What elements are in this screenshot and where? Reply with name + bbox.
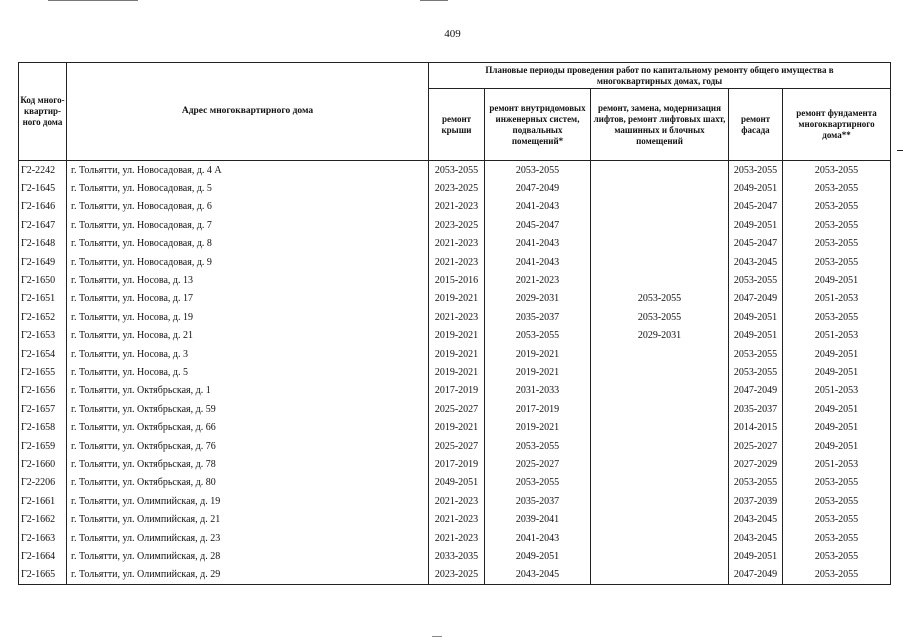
table-row — [19, 437, 891, 455]
header-address: Адрес многоквартирного дома — [67, 63, 429, 161]
cell-engineering: 2021-2023 — [485, 271, 591, 289]
cell-elevators — [591, 198, 729, 216]
table-row — [19, 308, 891, 326]
cell-facade: 2045-2047 — [729, 198, 783, 216]
cell-engineering: 2047-2049 — [485, 179, 591, 197]
header-periods-group: Плановые периоды проведения работ по капитальному ремонту общего имущества в многоквартирных домах, годы — [429, 63, 891, 89]
cell-engineering: 2053-2055 — [485, 474, 591, 492]
cell-elevators — [591, 474, 729, 492]
cell-roof: 2023-2025 — [429, 566, 485, 585]
cell-elevators — [591, 216, 729, 234]
cell-elevators: 2053-2055 — [591, 308, 729, 326]
table-row — [19, 455, 891, 473]
cell-foundation: 2053-2055 — [783, 216, 891, 234]
cell-elevators: 2053-2055 — [591, 290, 729, 308]
cell-foundation: 2053-2055 — [783, 308, 891, 326]
cell-facade: 2047-2049 — [729, 290, 783, 308]
cell-address: г. Тольятти, ул. Носова, д. 13 — [67, 271, 429, 289]
table-row — [19, 235, 891, 253]
cell-facade: 2053-2055 — [729, 161, 783, 180]
cell-engineering: 2035-2037 — [485, 492, 591, 510]
cell-engineering: 2041-2043 — [485, 253, 591, 271]
cell-foundation: 2051-2053 — [783, 455, 891, 473]
cell-elevators — [591, 161, 729, 180]
cell-code: Г2-1651 — [19, 290, 67, 308]
cell-code: Г2-1646 — [19, 198, 67, 216]
cell-address: г. Тольятти, ул. Новосадовая, д. 7 — [67, 216, 429, 234]
cell-address: г. Тольятти, ул. Носова, д. 3 — [67, 345, 429, 363]
cell-facade: 2014-2015 — [729, 418, 783, 436]
cell-elevators — [591, 179, 729, 197]
cell-facade: 2043-2045 — [729, 510, 783, 528]
table-row — [19, 198, 891, 216]
cell-facade: 2053-2055 — [729, 271, 783, 289]
cell-facade: 2053-2055 — [729, 363, 783, 381]
table-body — [19, 161, 891, 585]
cell-address: г. Тольятти, ул. Октябрьская, д. 66 — [67, 418, 429, 436]
cell-address: г. Тольятти, ул. Новосадовая, д. 5 — [67, 179, 429, 197]
cell-engineering: 2053-2055 — [485, 161, 591, 180]
cell-code: Г2-1662 — [19, 510, 67, 528]
table-row — [19, 382, 891, 400]
cell-engineering: 2039-2041 — [485, 510, 591, 528]
cell-code: Г2-1665 — [19, 566, 67, 585]
table-row — [19, 529, 891, 547]
cell-address: г. Тольятти, ул. Олимпийская, д. 19 — [67, 492, 429, 510]
cell-code: Г2-1649 — [19, 253, 67, 271]
table-row — [19, 271, 891, 289]
cell-address: г. Тольятти, ул. Новосадовая, д. 4 А — [67, 161, 429, 180]
cell-code: Г2-1655 — [19, 363, 67, 381]
cell-facade: 2053-2055 — [729, 345, 783, 363]
cell-address: г. Тольятти, ул. Носова, д. 19 — [67, 308, 429, 326]
cell-roof: 2021-2023 — [429, 529, 485, 547]
cell-roof: 2021-2023 — [429, 253, 485, 271]
table-row — [19, 418, 891, 436]
margin-dash — [897, 150, 903, 151]
header-roof: ремонт крыши — [429, 89, 485, 161]
cell-engineering: 2043-2045 — [485, 566, 591, 585]
cell-elevators — [591, 455, 729, 473]
cell-address: г. Тольятти, ул. Носова, д. 5 — [67, 363, 429, 381]
cell-code: Г2-1658 — [19, 418, 67, 436]
cell-address: г. Тольятти, ул. Октябрьская, д. 1 — [67, 382, 429, 400]
cell-roof: 2053-2055 — [429, 161, 485, 180]
cell-facade: 2025-2027 — [729, 437, 783, 455]
cell-roof: 2019-2021 — [429, 363, 485, 381]
cell-address: г. Тольятти, ул. Октябрьская, д. 59 — [67, 400, 429, 418]
cell-foundation: 2053-2055 — [783, 235, 891, 253]
table-row — [19, 400, 891, 418]
cell-facade: 2045-2047 — [729, 235, 783, 253]
cell-elevators — [591, 547, 729, 565]
table-row — [19, 216, 891, 234]
cell-roof: 2033-2035 — [429, 547, 485, 565]
cell-code: Г2-1652 — [19, 308, 67, 326]
cell-roof: 2025-2027 — [429, 437, 485, 455]
cell-engineering: 2053-2055 — [485, 437, 591, 455]
table-row — [19, 492, 891, 510]
cell-foundation: 2053-2055 — [783, 179, 891, 197]
cell-roof: 2021-2023 — [429, 308, 485, 326]
cell-roof: 2017-2019 — [429, 455, 485, 473]
cell-engineering: 2035-2037 — [485, 308, 591, 326]
cell-foundation: 2049-2051 — [783, 400, 891, 418]
header-elevators: ремонт, замена, модернизация лифтов, ремонт лифтовых шахт, машинных и блочных помещений — [591, 89, 729, 161]
cell-roof: 2021-2023 — [429, 510, 485, 528]
cell-foundation: 2053-2055 — [783, 474, 891, 492]
cell-facade: 2027-2029 — [729, 455, 783, 473]
cell-roof: 2025-2027 — [429, 400, 485, 418]
cell-roof: 2021-2023 — [429, 235, 485, 253]
cell-foundation: 2053-2055 — [783, 161, 891, 180]
cell-foundation: 2049-2051 — [783, 345, 891, 363]
cell-roof: 2019-2021 — [429, 418, 485, 436]
cell-facade: 2049-2051 — [729, 327, 783, 345]
cell-elevators — [591, 235, 729, 253]
table-row — [19, 179, 891, 197]
cell-address: г. Тольятти, ул. Олимпийская, д. 23 — [67, 529, 429, 547]
table-row — [19, 363, 891, 381]
cell-engineering: 2025-2027 — [485, 455, 591, 473]
cell-engineering: 2053-2055 — [485, 327, 591, 345]
cell-elevators — [591, 510, 729, 528]
cell-address: г. Тольятти, ул. Олимпийская, д. 28 — [67, 547, 429, 565]
cell-facade: 2043-2045 — [729, 253, 783, 271]
table-row — [19, 566, 891, 585]
cell-facade: 2035-2037 — [729, 400, 783, 418]
table-row — [19, 474, 891, 492]
cell-address: г. Тольятти, ул. Новосадовая, д. 8 — [67, 235, 429, 253]
cell-foundation: 2053-2055 — [783, 547, 891, 565]
cell-foundation: 2053-2055 — [783, 198, 891, 216]
cell-engineering: 2041-2043 — [485, 529, 591, 547]
cell-code: Г2-1656 — [19, 382, 67, 400]
top-scan-line-right — [420, 0, 448, 1]
table-row — [19, 510, 891, 528]
header-code: Код много-квартир-ного дома — [19, 63, 67, 161]
cell-foundation: 2049-2051 — [783, 437, 891, 455]
bottom-scan-mark — [432, 636, 442, 637]
cell-engineering: 2041-2043 — [485, 235, 591, 253]
cell-foundation: 2049-2051 — [783, 271, 891, 289]
cell-roof: 2019-2021 — [429, 290, 485, 308]
cell-engineering: 2019-2021 — [485, 363, 591, 381]
cell-address: г. Тольятти, ул. Олимпийская, д. 21 — [67, 510, 429, 528]
cell-foundation: 2051-2053 — [783, 290, 891, 308]
cell-elevators — [591, 382, 729, 400]
cell-code: Г2-1650 — [19, 271, 67, 289]
cell-address: г. Тольятти, ул. Новосадовая, д. 9 — [67, 253, 429, 271]
page-number: 409 — [444, 28, 461, 40]
cell-engineering: 2017-2019 — [485, 400, 591, 418]
cell-roof: 2023-2025 — [429, 179, 485, 197]
cell-facade: 2049-2051 — [729, 216, 783, 234]
cell-code: Г2-1647 — [19, 216, 67, 234]
cell-elevators: 2029-2031 — [591, 327, 729, 345]
table-row — [19, 290, 891, 308]
cell-address: г. Тольятти, ул. Носова, д. 17 — [67, 290, 429, 308]
cell-code: Г2-1653 — [19, 327, 67, 345]
cell-roof: 2049-2051 — [429, 474, 485, 492]
table-row — [19, 547, 891, 565]
cell-facade: 2047-2049 — [729, 566, 783, 585]
header-engineering: ремонт внутридомовых инженерных систем, подвальных помещений* — [485, 89, 591, 161]
cell-roof: 2017-2019 — [429, 382, 485, 400]
cell-code: Г2-1659 — [19, 437, 67, 455]
table-row — [19, 253, 891, 271]
cell-roof: 2019-2021 — [429, 345, 485, 363]
cell-code: Г2-2206 — [19, 474, 67, 492]
cell-foundation: 2051-2053 — [783, 382, 891, 400]
cell-facade: 2037-2039 — [729, 492, 783, 510]
header-facade: ремонт фасада — [729, 89, 783, 161]
cell-elevators — [591, 529, 729, 547]
cell-code: Г2-1648 — [19, 235, 67, 253]
cell-engineering: 2031-2033 — [485, 382, 591, 400]
cell-elevators — [591, 345, 729, 363]
cell-foundation: 2053-2055 — [783, 566, 891, 585]
cell-facade: 2043-2045 — [729, 529, 783, 547]
table-row — [19, 327, 891, 345]
cell-elevators — [591, 253, 729, 271]
cell-address: г. Тольятти, ул. Октябрьская, д. 78 — [67, 455, 429, 473]
cell-foundation: 2051-2053 — [783, 327, 891, 345]
cell-engineering: 2019-2021 — [485, 345, 591, 363]
top-scan-line-left — [48, 0, 138, 1]
cell-address: г. Тольятти, ул. Носова, д. 21 — [67, 327, 429, 345]
cell-code: Г2-1663 — [19, 529, 67, 547]
cell-roof: 2021-2023 — [429, 492, 485, 510]
cell-address: г. Тольятти, ул. Олимпийская, д. 29 — [67, 566, 429, 585]
cell-code: Г2-1645 — [19, 179, 67, 197]
cell-roof: 2023-2025 — [429, 216, 485, 234]
table-row — [19, 161, 891, 180]
cell-elevators — [591, 363, 729, 381]
cell-elevators — [591, 437, 729, 455]
cell-facade: 2049-2051 — [729, 308, 783, 326]
cell-code: Г2-1664 — [19, 547, 67, 565]
cell-facade: 2047-2049 — [729, 382, 783, 400]
cell-facade: 2053-2055 — [729, 474, 783, 492]
cell-roof: 2021-2023 — [429, 198, 485, 216]
cell-foundation: 2053-2055 — [783, 253, 891, 271]
cell-code: Г2-1660 — [19, 455, 67, 473]
cell-address: г. Тольятти, ул. Октябрьская, д. 80 — [67, 474, 429, 492]
cell-elevators — [591, 566, 729, 585]
cell-code: Г2-1657 — [19, 400, 67, 418]
cell-elevators — [591, 271, 729, 289]
cell-facade: 2049-2051 — [729, 547, 783, 565]
cell-address: г. Тольятти, ул. Октябрьская, д. 76 — [67, 437, 429, 455]
cell-code: Г2-1661 — [19, 492, 67, 510]
cell-engineering: 2049-2051 — [485, 547, 591, 565]
cell-address: г. Тольятти, ул. Новосадовая, д. 6 — [67, 198, 429, 216]
cell-foundation: 2049-2051 — [783, 418, 891, 436]
header-foundation: ремонт фундамента многоквартирного дома** — [783, 89, 891, 161]
cell-elevators — [591, 492, 729, 510]
cell-foundation: 2049-2051 — [783, 363, 891, 381]
cell-engineering: 2041-2043 — [485, 198, 591, 216]
cell-elevators — [591, 418, 729, 436]
cell-roof: 2015-2016 — [429, 271, 485, 289]
cell-engineering: 2045-2047 — [485, 216, 591, 234]
cell-code: Г2-1654 — [19, 345, 67, 363]
cell-facade: 2049-2051 — [729, 179, 783, 197]
cell-engineering: 2019-2021 — [485, 418, 591, 436]
repair-schedule-table — [18, 62, 891, 585]
cell-roof: 2019-2021 — [429, 327, 485, 345]
cell-code: Г2-2242 — [19, 161, 67, 180]
cell-foundation: 2053-2055 — [783, 529, 891, 547]
cell-foundation: 2053-2055 — [783, 492, 891, 510]
cell-engineering: 2029-2031 — [485, 290, 591, 308]
cell-elevators — [591, 400, 729, 418]
cell-foundation: 2053-2055 — [783, 510, 891, 528]
table-row — [19, 345, 891, 363]
